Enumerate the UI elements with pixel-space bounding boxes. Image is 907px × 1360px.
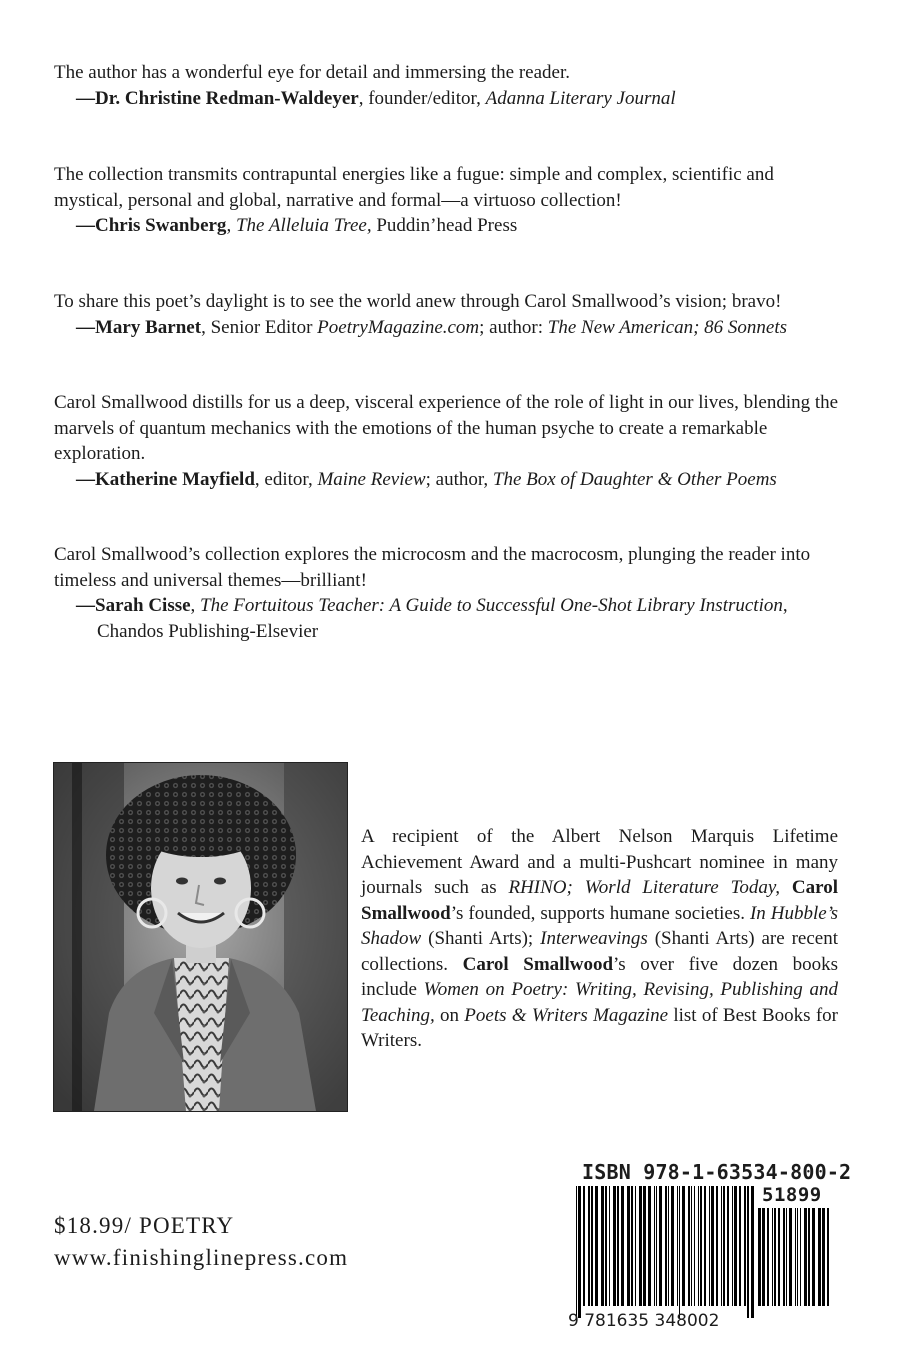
blurb-attribution bbox=[54, 86, 844, 112]
bio-text: RHINO; World Literature Today, bbox=[508, 877, 781, 898]
blurb-author-credit: Adanna Literary Journal bbox=[485, 87, 676, 109]
isbn-barcode bbox=[566, 1160, 852, 1360]
barcode-bar bbox=[694, 1186, 695, 1306]
bio-text: Interweavings bbox=[540, 928, 648, 949]
blurb-author-credit: , bbox=[190, 595, 201, 616]
barcode-bar bbox=[643, 1186, 646, 1306]
blurb-author-name: —Mary Barnet bbox=[76, 316, 202, 338]
author-bio bbox=[361, 824, 838, 1054]
blurb-attribution bbox=[54, 213, 844, 239]
barcode-bar bbox=[800, 1208, 801, 1306]
barcode-bar bbox=[709, 1186, 710, 1306]
blurb-2 bbox=[54, 162, 844, 239]
barcode-bar bbox=[631, 1186, 633, 1306]
barcode-bar bbox=[734, 1186, 737, 1306]
barcode-bar bbox=[601, 1186, 604, 1306]
barcode-bar bbox=[774, 1208, 776, 1306]
barcode-bar bbox=[786, 1208, 787, 1306]
barcode-bar bbox=[762, 1208, 765, 1306]
barcode-bar bbox=[804, 1208, 807, 1306]
barcode-bar bbox=[767, 1208, 769, 1306]
barcode-bar bbox=[583, 1186, 585, 1306]
blurb-1 bbox=[54, 60, 844, 111]
barcode-bar bbox=[822, 1208, 825, 1306]
barcode-bar bbox=[727, 1186, 729, 1306]
barcode-bar bbox=[797, 1208, 798, 1306]
barcode-bar bbox=[656, 1186, 657, 1306]
blurb-5 bbox=[54, 542, 844, 644]
barcode-bar bbox=[778, 1208, 780, 1306]
price-addon-bars bbox=[758, 1208, 830, 1318]
author-photo bbox=[53, 762, 348, 1112]
barcode-bar bbox=[677, 1186, 678, 1306]
blurb-author-credit: ; author, bbox=[425, 468, 493, 490]
barcode-bar bbox=[704, 1186, 706, 1306]
barcode-bar bbox=[609, 1186, 610, 1306]
barcode-bar bbox=[621, 1186, 624, 1306]
blurb-attribution bbox=[54, 467, 844, 493]
ean-digits: 9 781635 348002 bbox=[568, 1311, 720, 1331]
barcode-bar bbox=[591, 1186, 593, 1306]
price-category: $18.99/ POETRY bbox=[54, 1213, 235, 1238]
blurb-attribution bbox=[54, 315, 844, 341]
barcode-bar bbox=[795, 1208, 796, 1306]
barcode-price-addon: 51899 bbox=[762, 1184, 822, 1206]
blurb-author-credit: , bbox=[226, 215, 236, 236]
barcode-bar bbox=[576, 1186, 577, 1318]
blurb-author-name: —Chris Swanberg bbox=[76, 215, 227, 236]
blurb-author-credit: The Alleluia Tree, bbox=[235, 215, 372, 236]
bio-text: list of Best Books for Writers. bbox=[361, 1004, 839, 1051]
barcode-bar bbox=[723, 1186, 725, 1306]
blurb-author-credit: The New American; 86 Sonnets bbox=[547, 316, 788, 338]
bio-text: ’s over five dozen books include bbox=[361, 953, 838, 1000]
blurb-author-credit: , Senior Editor bbox=[201, 316, 318, 338]
author-portrait-image bbox=[54, 763, 347, 1111]
barcode-bar bbox=[721, 1186, 722, 1306]
barcode-bar bbox=[732, 1186, 733, 1306]
barcode-bar bbox=[716, 1186, 718, 1306]
barcode-bar bbox=[688, 1186, 690, 1306]
blurb-4 bbox=[54, 390, 844, 492]
barcode-bar bbox=[744, 1186, 746, 1306]
barcode-bar bbox=[588, 1186, 590, 1306]
barcode-bar bbox=[751, 1186, 754, 1318]
price-and-website bbox=[54, 1210, 348, 1274]
blurb-author-credit: The Box of Daughter & Other Poems bbox=[492, 468, 777, 490]
barcode-bar bbox=[808, 1208, 810, 1306]
barcode-bar bbox=[818, 1208, 821, 1306]
blurb-3 bbox=[54, 289, 844, 340]
bio-text: Carol Smallwood bbox=[462, 953, 614, 975]
barcode-bar bbox=[812, 1208, 815, 1306]
barcode-bar bbox=[691, 1186, 692, 1306]
ean-barcode-bars bbox=[576, 1186, 754, 1318]
barcode-bar bbox=[635, 1186, 636, 1306]
blurb-author-name: —Dr. Christine Redman-Waldeyer bbox=[76, 87, 359, 109]
barcode-bar bbox=[671, 1186, 674, 1306]
bio-text: on bbox=[434, 1004, 465, 1026]
barcode-bar bbox=[758, 1208, 761, 1306]
barcode-bar bbox=[682, 1186, 685, 1306]
barcode-bar bbox=[747, 1186, 749, 1318]
barcode-bar bbox=[639, 1186, 642, 1306]
blurb-author-name: —Katherine Mayfield bbox=[76, 468, 255, 490]
blurb-author-credit: PoetryMagazine.com bbox=[317, 316, 480, 338]
blurb-quote: The collection transmits contrapuntal energies like a fugue: simple and complex, scientific and mystical, personal and global, narrative and formal—a virtuoso collection! bbox=[54, 164, 774, 211]
barcode-bar bbox=[627, 1186, 630, 1306]
blurb-author-credit: Puddin’head Press bbox=[371, 215, 518, 236]
barcode-bar bbox=[698, 1186, 699, 1306]
barcode-bar bbox=[648, 1186, 651, 1306]
bio-text: In Hubble’s Shadow bbox=[361, 902, 838, 949]
barcode-bar bbox=[595, 1186, 598, 1306]
bio-text: (Shanti Arts) are recent collections. bbox=[361, 928, 838, 975]
blurb-author-name: —Sarah Cisse bbox=[76, 595, 191, 616]
barcode-bar bbox=[665, 1186, 667, 1306]
barcode-bar bbox=[668, 1186, 669, 1306]
isbn-label: ISBN 978-1-63534-800-2 bbox=[582, 1160, 852, 1184]
barcode-bar bbox=[711, 1186, 714, 1306]
blurb-quote: To share this poet’s daylight is to see the world anew through Carol Smallwood’s vision; bravo! bbox=[54, 291, 782, 312]
barcode-bar bbox=[772, 1208, 773, 1306]
barcode-bar bbox=[783, 1208, 785, 1306]
blurb-author-credit: , founder/editor, bbox=[358, 87, 486, 109]
blurb-author-credit: , Chandos Publishing-Elsevier bbox=[97, 595, 788, 642]
barcode-bar bbox=[789, 1208, 792, 1306]
bio-text bbox=[780, 877, 792, 898]
barcode-bar bbox=[617, 1186, 619, 1306]
blurb-quote: Carol Smallwood distills for us a deep, visceral experience of the role of light in our lives, blending the marvels of quantum mechanics with the emotions of the human psyche to create a remarkable exploration. bbox=[54, 392, 839, 464]
barcode-bar bbox=[605, 1186, 607, 1306]
bio-text: Women on Poetry: Writing, Revising, Publishing and Teaching, bbox=[361, 979, 838, 1026]
blurb-author-credit: The Fortuitous Teacher: A Guide to Successful One-Shot Library Instruction bbox=[200, 595, 783, 616]
bio-text: A recipient of the Albert Nelson Marquis Lifetime Achievement Award and a multi-Pushcart nominee in many journals such as bbox=[361, 826, 838, 898]
blurb-author-credit: , editor, bbox=[254, 468, 318, 490]
blurb-author-credit: Maine Review bbox=[317, 468, 426, 490]
bio-text: Carol Smallwood bbox=[361, 877, 838, 924]
barcode-bar bbox=[739, 1186, 741, 1306]
blurb-quote: Carol Smallwood’s collection explores the microcosm and the macrocosm, plunging the reader into timeless and universal themes—brilliant! bbox=[54, 544, 811, 591]
barcode-bar bbox=[659, 1186, 662, 1306]
barcode-bar bbox=[827, 1208, 829, 1306]
bio-text: ’s founded, supports humane societies. bbox=[450, 902, 750, 924]
barcode-bar bbox=[700, 1186, 702, 1306]
barcode-bar bbox=[578, 1186, 581, 1318]
blurb-attribution bbox=[54, 593, 844, 644]
publisher-website: www.finishinglinepress.com bbox=[54, 1245, 349, 1270]
blurb-author-credit: ; author: bbox=[479, 316, 548, 338]
bio-text: Poets & Writers Magazine bbox=[464, 1004, 669, 1026]
barcode-bar bbox=[613, 1186, 616, 1306]
blurb-quote: The author has a wonderful eye for detail and immersing the reader. bbox=[54, 62, 570, 83]
bio-text: (Shanti Arts); bbox=[421, 928, 541, 949]
barcode-bar bbox=[654, 1186, 655, 1306]
barcode-bar bbox=[679, 1186, 680, 1318]
